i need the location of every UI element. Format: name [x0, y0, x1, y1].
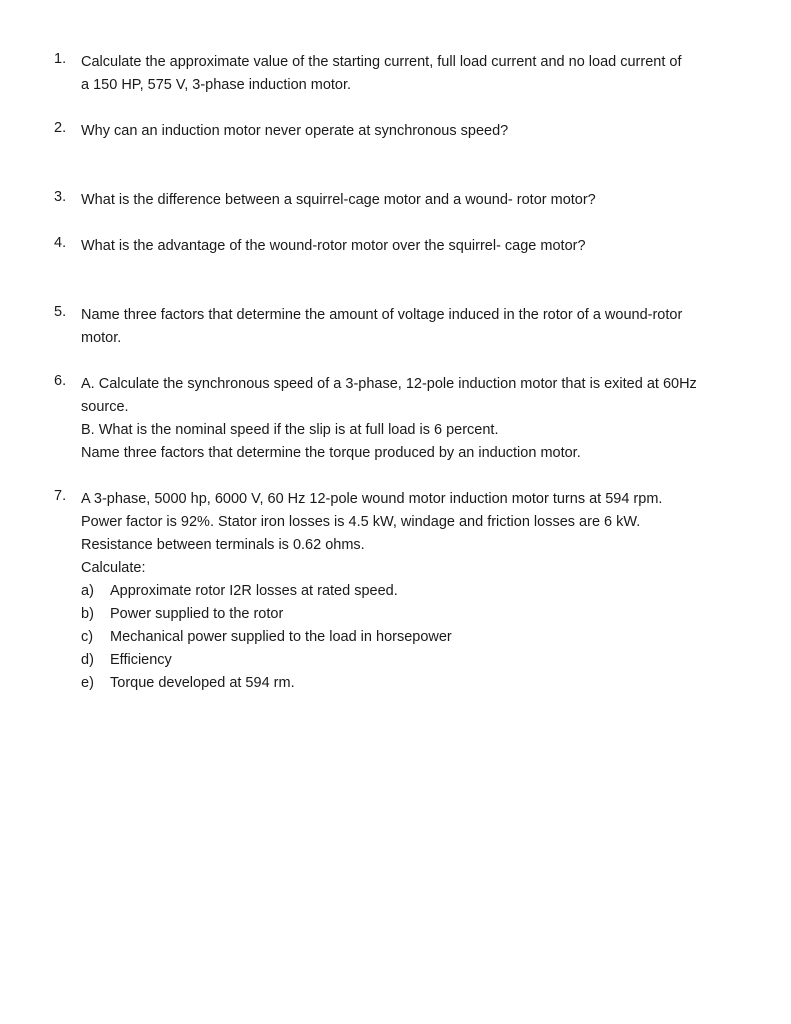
sub-item-text: Torque developed at 594 rm.	[110, 675, 295, 691]
question-line: Calculate:	[81, 560, 146, 576]
question-number: 2.	[54, 120, 67, 136]
sub-item-b	[81, 603, 774, 626]
sub-item-text: Approximate rotor I2R losses at rated speed.	[110, 583, 398, 599]
question-line: Name three factors that determine the amount of voltage induced in the rotor of a wound-rotor	[81, 307, 683, 323]
question-line: What is the advantage of the wound-rotor motor over the squirrel- cage motor?	[81, 238, 586, 254]
question-text	[81, 189, 774, 212]
question-4	[54, 235, 774, 258]
question-5	[54, 304, 774, 350]
sub-item-letter: a)	[81, 583, 94, 599]
question-text	[81, 120, 774, 143]
sub-item-text: Power supplied to the rotor	[110, 606, 284, 622]
question-line: motor.	[81, 330, 122, 346]
question-line: What is the difference between a squirrel-cage motor and a wound- rotor motor?	[81, 192, 596, 208]
sub-item-e	[81, 672, 774, 695]
sub-item-text: Mechanical power supplied to the load in horsepower	[110, 629, 452, 645]
question-line: Why can an induction motor never operate at synchronous speed?	[81, 123, 509, 139]
question-line: Name three factors that determine the torque produced by an induction motor.	[81, 445, 581, 461]
question-line: A. Calculate the synchronous speed of a 3-phase, 12-pole induction motor that is exited at 60Hz	[81, 376, 697, 392]
question-text	[81, 304, 774, 350]
question-line: B. What is the nominal speed if the slip is at full load is 6 percent.	[81, 422, 499, 438]
question-3	[54, 189, 774, 212]
question-7	[54, 488, 774, 695]
question-number: 6.	[54, 373, 67, 389]
sub-item-a	[81, 580, 774, 603]
question-1	[54, 51, 774, 97]
sub-item-letter: c)	[81, 629, 94, 645]
question-number: 1.	[54, 51, 67, 67]
question-line: a 150 HP, 575 V, 3-phase induction motor.	[81, 77, 352, 93]
sub-item-c	[81, 626, 774, 649]
question-line: Power factor is 92%. Stator iron losses is 4.5 kW, windage and friction losses are 6 kW.	[81, 514, 641, 530]
question-line: Calculate the approximate value of the starting current, full load current and no load current of	[81, 54, 682, 70]
question-line: Resistance between terminals is 0.62 ohms.	[81, 537, 365, 553]
question-number: 4.	[54, 235, 67, 251]
sub-item-text: Efficiency	[110, 652, 172, 668]
question-text	[81, 235, 774, 258]
question-2	[54, 120, 774, 143]
question-number: 3.	[54, 189, 67, 205]
question-line: source.	[81, 399, 129, 415]
question-text	[81, 488, 774, 695]
question-number: 5.	[54, 304, 67, 320]
question-text	[81, 51, 774, 97]
sub-item-d	[81, 649, 774, 672]
sub-item-letter: b)	[81, 606, 94, 622]
question-6	[54, 373, 774, 465]
sub-item-letter: e)	[81, 675, 94, 691]
question-number: 7.	[54, 488, 67, 504]
question-text	[81, 373, 774, 465]
question-line: A 3-phase, 5000 hp, 6000 V, 60 Hz 12-pole wound motor induction motor turns at 594 rpm.	[81, 491, 663, 507]
sub-item-letter: d)	[81, 652, 94, 668]
